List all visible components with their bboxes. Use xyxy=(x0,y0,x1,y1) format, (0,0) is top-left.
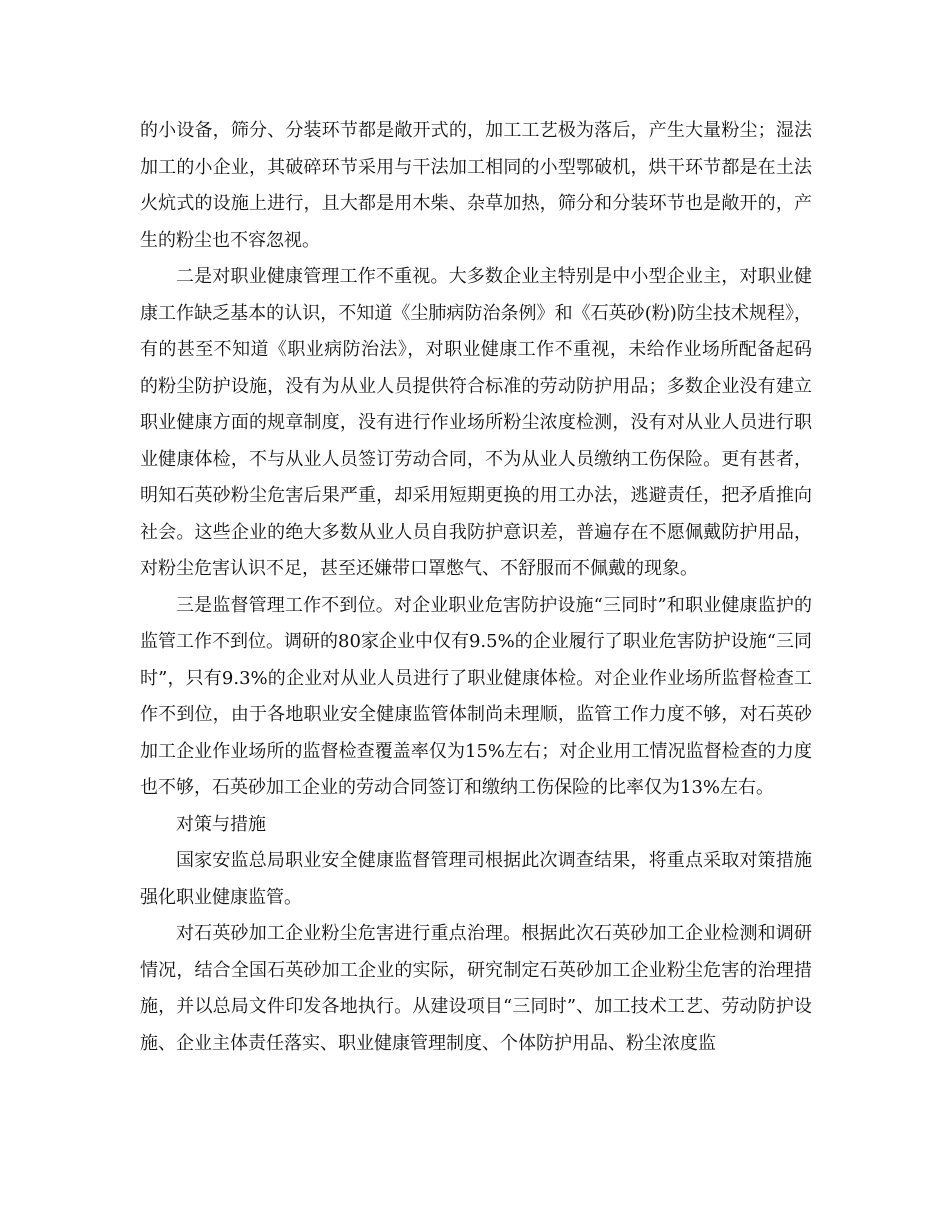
paragraph-management-neglect: 二是对职业健康管理工作不重视。大多数企业主特别是中小型企业主，对职业健康工作缺乏基本的认识，不知道《尘肺病防治条例》和《石英砂(粉)防尘技术规程》，有的甚至不知道《职业病防治法》，对职业健康工作不重视，未给作业场所配备起码的粉尘防护设施，没有为从业人员提供符合标准的劳动防护用品；多数企业没有建立职业健康方面的规章制度，没有进行作业场所粉尘浓度检测，没有对从业人员进行职业健康体检，不与从业人员签订劳动合同，不为从业人员缴纳工伤保险。更有甚者，明知石英砂粉尘危害后果严重，却采用短期更换的用工办法，逃避责任，把矛盾推向社会。这些企业的绝大多数从业人员自我防护意识差，普遍存在不愿佩戴防护用品，对粉尘危害认识不足，甚至还嫌带口罩憋气、不舒服而不佩戴的现象。 xyxy=(140,266,812,579)
paragraph-continuation: 的小设备，筛分、分装环节都是敞开式的，加工工艺极为落后，产生大量粉尘；湿法加工的小企业，其破碎环节采用与干法加工相同的小型鄂破机，烘干环节都是在土法火炕式的设施上进行，且大都是用木柴、杂草加热，筛分和分装环节也是敞开的，产生的粉尘也不容忽视。 xyxy=(140,120,812,251)
paragraph-countermeasures-intro: 国家安监总局职业安全健康监督管理司根据此次调查结果，将重点采取对策措施强化职业健康监管。 xyxy=(140,850,812,908)
document-page xyxy=(140,113,812,1062)
paragraph-supervision-gaps: 三是监督管理工作不到位。对企业职业危害防护设施“三同时”和职业健康监护的监管工作不到位。调研的80家企业中仅有9.5%的企业履行了职业危害防护设施“三同时”，只有9.3%的企业对从业人员进行了职业健康体检。对企业作业场所监督检查工作不到位，由于各地职业安全健康监管体制尚未理顺，监管工作力度不够，对石英砂加工企业作业场所的监督检查覆盖率仅为15%左右；对企业用工情况监督检查的力度也不够，石英砂加工企业的劳动合同签订和缴纳工伤保险的比率仅为13%左右。 xyxy=(140,594,812,798)
paragraph-dust-treatment: 对石英砂加工企业粉尘危害进行重点治理。根据此次石英砂加工企业检测和调研情况，结合全国石英砂加工企业的实际，研究制定石英砂加工企业粉尘危害的治理措施，并以总局文件印发各地执行。从建设项目“三同时”、加工技术工艺、劳动防护设施、企业主体责任落实、职业健康管理制度、个体防护用品、粉尘浓度监 xyxy=(140,923,812,1054)
section-heading-countermeasures: 对策与措施 xyxy=(176,813,266,835)
